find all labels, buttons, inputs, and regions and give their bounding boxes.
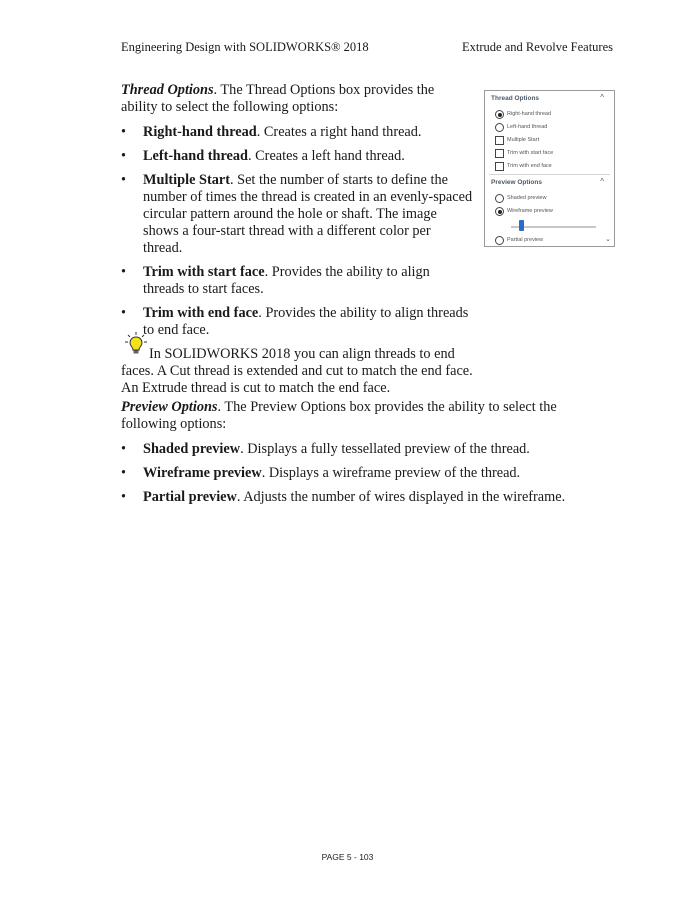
list-item <box>121 264 473 298</box>
page-number: PAGE 5 - 103 <box>321 852 374 862</box>
collapse-caret-icon[interactable]: ^ <box>600 93 604 102</box>
bullet-icon: • <box>121 465 127 481</box>
bullet-icon: • <box>121 172 127 188</box>
list-item <box>121 124 473 141</box>
preview-options-lead: Preview Options <box>121 399 218 415</box>
bullet-icon: • <box>121 489 127 505</box>
list-item <box>121 489 599 506</box>
list-item <box>121 172 473 257</box>
trim-start-face-checkbox[interactable] <box>485 148 614 161</box>
shaded-preview-label: Shaded preview <box>507 195 547 201</box>
radio-icon[interactable] <box>495 236 504 245</box>
list-item-term: Wireframe preview <box>143 465 262 481</box>
thread-options-group-label: Thread Options <box>491 95 540 102</box>
preview-options-intro <box>121 399 599 433</box>
header-book-title: Engineering Design with SOLIDWORKS® 2018 <box>121 40 369 54</box>
tip-note <box>121 346 473 397</box>
collapse-caret-icon[interactable]: ^ <box>600 177 604 186</box>
trim-start-face-label: Trim with start face <box>507 150 554 156</box>
list-item <box>121 305 473 339</box>
partial-preview-radio[interactable] <box>485 235 614 248</box>
header-chapter-title: Extrude and Revolve Features <box>462 40 613 54</box>
list-item-desc: . Provides the ability to align threads to start faces. <box>143 264 430 297</box>
tip-rest-text: faces. A Cut thread is extended and cut to match the end face. An Extrude thread is cut to match the end face. <box>121 363 473 396</box>
left-hand-thread-label: Left-hand thread <box>507 124 548 130</box>
right-hand-thread-radio[interactable] <box>485 109 614 122</box>
radio-selected-icon[interactable] <box>495 110 504 119</box>
checkbox-icon[interactable] <box>495 149 504 158</box>
multiple-start-checkbox[interactable] <box>485 135 614 148</box>
list-item-desc: . Provides the ability to align threads to end face. <box>143 305 469 338</box>
list-item-term: Partial preview <box>143 489 237 505</box>
preview-options-group-title[interactable] <box>485 175 614 193</box>
bullet-icon: • <box>121 148 127 164</box>
tip-line1-text: In SOLIDWORKS 2018 you can align threads to end <box>149 346 455 362</box>
radio-selected-icon[interactable] <box>495 207 504 216</box>
bullet-icon: • <box>121 305 127 321</box>
wireframe-preview-label: Wireframe preview <box>507 208 553 214</box>
list-item-desc: . Creates a left hand thread. <box>248 148 405 164</box>
shaded-preview-radio[interactable] <box>485 193 614 206</box>
trim-end-face-label: Trim with end face <box>507 163 552 169</box>
list-item-desc: . Adjusts the number of wires displayed in the wireframe. <box>236 489 566 505</box>
radio-icon[interactable] <box>495 194 504 203</box>
thread-options-intro <box>121 82 473 116</box>
slider-thumb[interactable] <box>519 220 524 231</box>
tip-first-line <box>121 346 473 363</box>
multiple-start-label: Multiple Start <box>507 137 540 143</box>
bullet-icon: • <box>121 264 127 280</box>
list-item-term: Left-hand thread <box>143 148 248 164</box>
list-item-term: Trim with end face <box>143 305 259 321</box>
lightbulb-icon <box>125 332 147 356</box>
thread-options-list <box>121 124 473 339</box>
list-item-term: Multiple Start <box>143 172 230 188</box>
bullet-icon: • <box>121 124 127 140</box>
list-item-desc: . Set the number of starts to define the number of times the thread is created in an evenly-spaced circular pattern around the hole or shaft. The image shows a four-start thread with a different color per thread. <box>143 172 473 256</box>
thread-options-group-title[interactable] <box>485 91 614 109</box>
preview-options-group-label: Preview Options <box>491 179 542 186</box>
scroll-down-icon[interactable]: ⌄ <box>605 236 611 243</box>
thread-options-intro-text: . The Thread Options box provides the ability to select the following options: <box>121 82 435 115</box>
list-item-desc: . Creates a right hand thread. <box>256 124 422 140</box>
list-item-desc: . Displays a fully tessellated preview of the thread. <box>240 441 530 457</box>
bullet-icon: • <box>121 441 127 457</box>
thread-options-lead: Thread Options <box>121 82 214 98</box>
list-item-term: Trim with start face <box>143 264 265 280</box>
wireframe-preview-radio[interactable] <box>485 206 614 219</box>
partial-preview-label: Partial preview <box>507 237 544 243</box>
preview-options-intro-text: . The Preview Options box provides the ability to select the following options: <box>121 399 557 432</box>
thread-options-panel-screenshot <box>484 90 615 247</box>
list-item-desc: . Displays a wireframe preview of the thread. <box>261 465 521 481</box>
list-item <box>121 148 473 165</box>
right-hand-thread-label: Right-hand thread <box>507 111 552 117</box>
radio-icon[interactable] <box>495 123 504 132</box>
list-item-term: Right-hand thread <box>143 124 257 140</box>
list-item <box>121 441 599 458</box>
list-item <box>121 465 599 482</box>
wire-density-slider[interactable] <box>485 219 614 235</box>
preview-options-list <box>121 441 599 506</box>
left-hand-thread-radio[interactable] <box>485 122 614 135</box>
trim-end-face-checkbox[interactable] <box>485 161 614 174</box>
checkbox-icon[interactable] <box>495 162 504 171</box>
list-item-term: Shaded preview <box>143 441 241 457</box>
checkbox-icon[interactable] <box>495 136 504 145</box>
